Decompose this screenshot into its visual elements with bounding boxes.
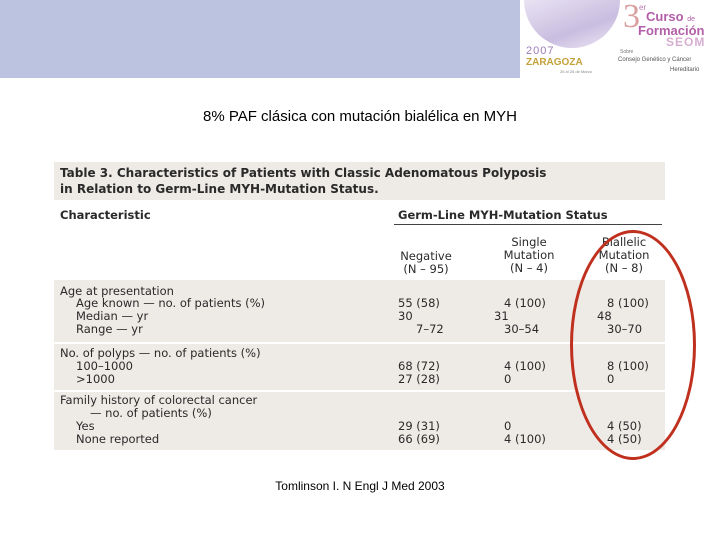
section-heading: No. of polyps — no. of patients (%) <box>60 346 261 360</box>
column-header-line: Single <box>511 235 547 249</box>
section-heading: Family history of colorectal cancer <box>60 393 258 407</box>
cell-value: 66 (69) <box>398 432 440 446</box>
table-caption <box>60 165 546 197</box>
column-header-line: (N – 8) <box>605 261 643 275</box>
cell-value: 8 (100) <box>607 359 649 373</box>
column-header-line: Negative <box>400 249 452 263</box>
cell-value: 68 (72) <box>398 359 440 373</box>
cell-value: 4 (100) <box>504 296 546 310</box>
table-caption-line1: Table 3. Characteristics of Patients with Classic Adenomatous Polyposis <box>60 166 547 180</box>
logo-curso: Curso <box>646 9 684 24</box>
course-logo <box>520 0 720 78</box>
column-header-negative <box>384 250 468 276</box>
row-label: >1000 <box>76 372 115 386</box>
cell-value: 0 <box>504 372 512 386</box>
source-citation: Tomlinson I. N Engl J Med 2003 <box>275 479 445 493</box>
column-group-header: Germ-Line MYH-Mutation Status <box>398 208 608 222</box>
section-heading: Age at presentation <box>60 284 174 298</box>
logo-course-number: 3 <box>623 0 640 35</box>
column-header-line: Mutation <box>598 248 650 262</box>
logo-subtitle-2: Consejo Genético y Cáncer <box>618 57 692 63</box>
slide-title: 8% PAF clásica con mutación bialélica en MYH <box>202 108 518 125</box>
column-header-line: Biallelic <box>601 235 647 249</box>
biallelic-highlight-oval <box>570 230 696 460</box>
cell-value: 55 (58) <box>398 296 440 310</box>
cell-value: 31 <box>494 309 509 323</box>
cell-value: 4 (100) <box>504 432 546 446</box>
cell-value: 30–70 <box>607 322 643 336</box>
column-header-line: (N – 4) <box>510 261 548 275</box>
row-label: Range — yr <box>76 322 143 336</box>
section-heading-continued: — no. of patients (%) <box>90 406 212 420</box>
cell-value: 4 (100) <box>504 359 546 373</box>
cell-value: 30 <box>398 309 413 323</box>
logo-course-line2: Formación <box>638 23 705 38</box>
row-label: Yes <box>76 419 95 433</box>
row-label: Age known — no. of patients (%) <box>76 296 266 310</box>
cell-value: 30–54 <box>504 322 540 336</box>
cell-value: 0 <box>504 419 512 433</box>
row-label: None reported <box>76 432 160 446</box>
column-header-single <box>484 236 574 275</box>
cell-value: 7–72 <box>416 322 444 336</box>
cell-value: 0 <box>607 372 615 386</box>
row-label: 100–1000 <box>76 359 133 373</box>
logo-org: SEOM <box>666 35 706 49</box>
logo-de: de <box>687 16 695 23</box>
row-label: Median — yr <box>76 309 149 323</box>
cell-value: 27 (28) <box>398 372 440 386</box>
column-header-characteristic: Characteristic <box>60 208 151 222</box>
logo-subtitle-3: Hereditario <box>670 67 700 73</box>
cell-value: 8 (100) <box>607 296 649 310</box>
cell-value: 29 (31) <box>398 419 440 433</box>
logo-emblem <box>524 0 620 48</box>
cell-value: 4 (50) <box>607 432 642 446</box>
column-header-line: Mutation <box>503 248 555 262</box>
cell-value: 4 (50) <box>607 419 642 433</box>
column-group-rule <box>394 224 662 225</box>
logo-city: ZARAGOZA <box>526 57 583 68</box>
cell-value: 48 <box>597 309 612 323</box>
column-header-line: (N – 95) <box>403 262 449 276</box>
logo-subtitle-1: Sobre <box>620 49 634 55</box>
table-caption-line2: in Relation to Germ-Line MYH-Mutation Status. <box>60 182 379 196</box>
logo-dates: 26 al 28 de Marzo <box>560 69 593 74</box>
logo-course-superscript: er <box>639 3 647 12</box>
header-band <box>0 0 520 78</box>
logo-year: 2007 <box>526 45 555 57</box>
